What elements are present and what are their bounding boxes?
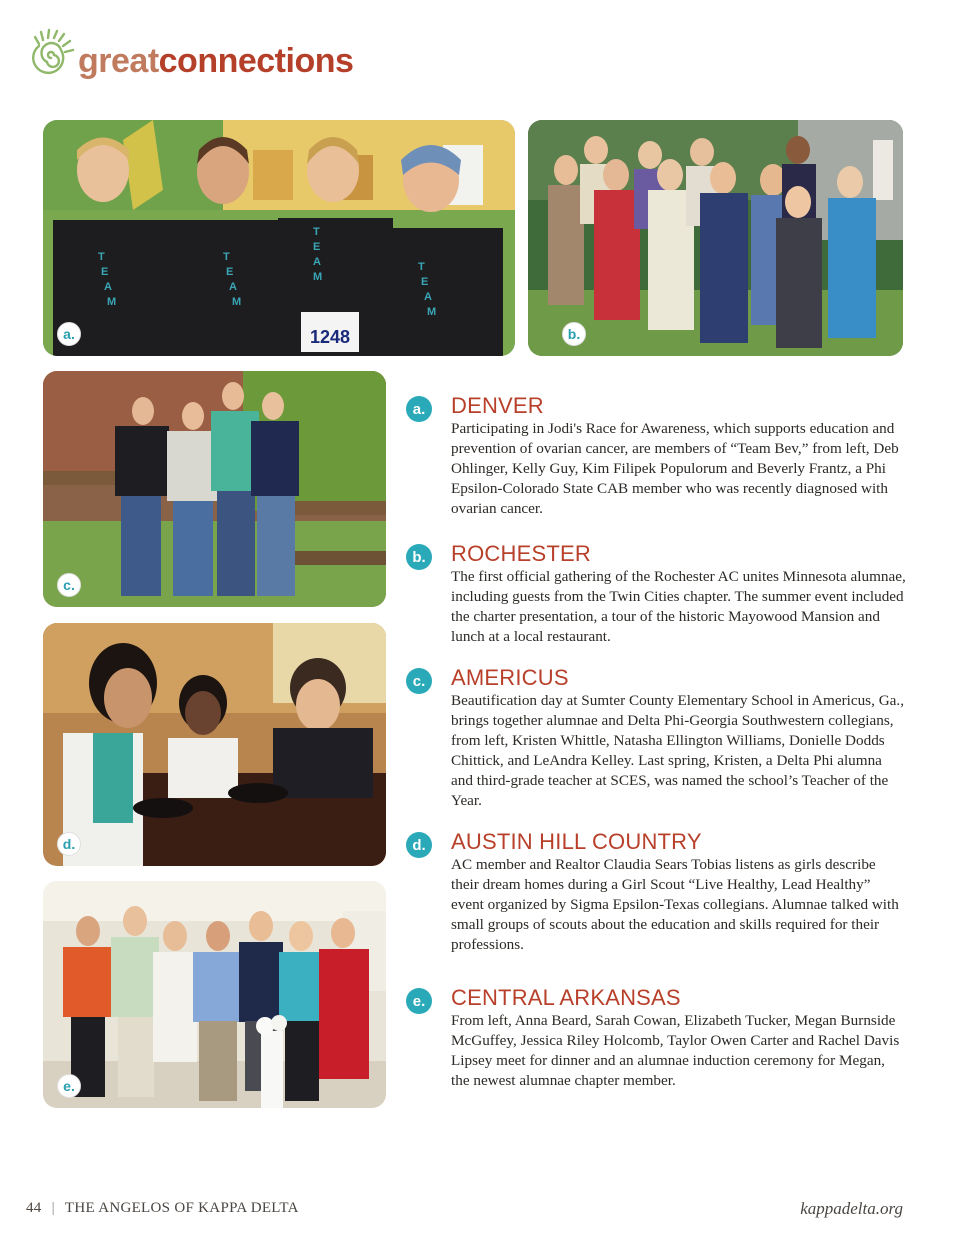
photo-austin-hill-country bbox=[43, 623, 386, 866]
publication-name: THE ANGELOS OF KAPPA DELTA bbox=[64, 1200, 299, 1216]
svg-text:M: M bbox=[313, 271, 323, 283]
svg-text:M: M bbox=[107, 296, 117, 308]
caption-body: The first official gathering of the Rochester AC unites Minnesota alumnae, including guests from the Twin Cities chapter. The summer event included the charter presentation, a tour of the historic Mayowood Mansion and lunch at a local restaurant. bbox=[451, 568, 906, 645]
caption-denver bbox=[406, 394, 906, 519]
caption-title: AUSTIN HILL COUNTRY bbox=[451, 829, 702, 854]
website-link[interactable]: kappadelta.org bbox=[800, 1199, 903, 1218]
svg-text:A: A bbox=[229, 281, 237, 293]
brand-part-1: great bbox=[78, 42, 159, 80]
caption-badge: e. bbox=[406, 988, 432, 1014]
caption-badge: a. bbox=[406, 396, 432, 422]
caption-title: DENVER bbox=[451, 393, 544, 418]
race-bib-number: 1248 bbox=[309, 327, 351, 347]
caption-title: AMERICUS bbox=[451, 665, 569, 690]
caption-badge: c. bbox=[406, 668, 432, 694]
photo-label-d: d. bbox=[57, 832, 81, 856]
caption-badge: b. bbox=[406, 544, 432, 570]
caption-body: AC member and Realtor Claudia Sears Tobias listens as girls describe their dream homes during a Girl Scout “Live Healthy, Lead Healthy” event organized by Sigma Epsilon-Texas collegians. Alumnae talked with small groups of scouts about the education and skills required for their professions. bbox=[451, 856, 899, 953]
photo-rochester bbox=[528, 120, 903, 356]
page-number: 44 bbox=[26, 1200, 42, 1216]
svg-text:E: E bbox=[313, 241, 321, 253]
caption-title: ROCHESTER bbox=[451, 541, 591, 566]
photo-central-arkansas bbox=[43, 881, 386, 1108]
brand-part-2: connections bbox=[158, 42, 354, 80]
svg-text:T: T bbox=[418, 261, 425, 273]
caption-title: CENTRAL ARKANSAS bbox=[451, 985, 681, 1010]
section-title bbox=[78, 44, 353, 78]
caption-rochester bbox=[406, 542, 906, 647]
svg-text:M: M bbox=[232, 296, 242, 308]
svg-text:M: M bbox=[427, 306, 437, 318]
caption-central-arkansas bbox=[406, 986, 906, 1091]
photo-label-c: c. bbox=[57, 573, 81, 597]
page-header bbox=[26, 26, 353, 86]
svg-text:A: A bbox=[313, 256, 321, 268]
svg-text:A: A bbox=[424, 291, 432, 303]
svg-text:E: E bbox=[226, 266, 234, 278]
svg-text:T: T bbox=[223, 251, 230, 263]
svg-text:A: A bbox=[104, 281, 112, 293]
photo-americus bbox=[43, 371, 386, 607]
caption-body: Participating in Jodi's Race for Awareness, which supports education and prevention of ovarian cancer, are members of “Team Bev,” from left, Deb Ohlinger, Kelly Guy, Kim Filipek Populorum and Beverly Frantz, a Phi Epsilon-Colorado State CAB member who was recently diagnosed with ovarian cancer. bbox=[451, 420, 899, 517]
svg-text:T: T bbox=[98, 251, 105, 263]
page-footer bbox=[26, 1200, 299, 1217]
caption-body: Beautification day at Sumter County Elementary School in Americus, Ga., brings together alumnae and Delta Phi-Georgia Southwestern collegians, from left, Kristen Whittle, Natasha Ellington Williams, Donielle Dodds Chittick, and LeAndra Kelley. Last spring, Kristen, a Delta Phi alumna and third-grade teacher at SCES, was named the school’s Teacher of the Year. bbox=[451, 692, 904, 809]
caption-americus bbox=[406, 666, 906, 811]
footer-separator: | bbox=[51, 1200, 55, 1216]
photo-label-b: b. bbox=[562, 322, 586, 346]
svg-text:T: T bbox=[313, 226, 320, 238]
photo-label-a: a. bbox=[57, 322, 81, 346]
nautilus-shell-icon bbox=[26, 28, 76, 84]
photo-denver bbox=[43, 120, 515, 356]
svg-text:E: E bbox=[421, 276, 429, 288]
svg-text:E: E bbox=[101, 266, 109, 278]
caption-body: From left, Anna Beard, Sarah Cowan, Elizabeth Tucker, Megan Burnside McGuffey, Jessica Riley Holcomb, Taylor Owen Carter and Rachel Davis Lipsey meet for dinner and an alumnae induction ceremony for Megan, the newest alumnae chapter member. bbox=[451, 1012, 900, 1089]
photo-label-e: e. bbox=[57, 1074, 81, 1098]
caption-badge: d. bbox=[406, 832, 432, 858]
caption-austin-hill-country bbox=[406, 830, 906, 955]
